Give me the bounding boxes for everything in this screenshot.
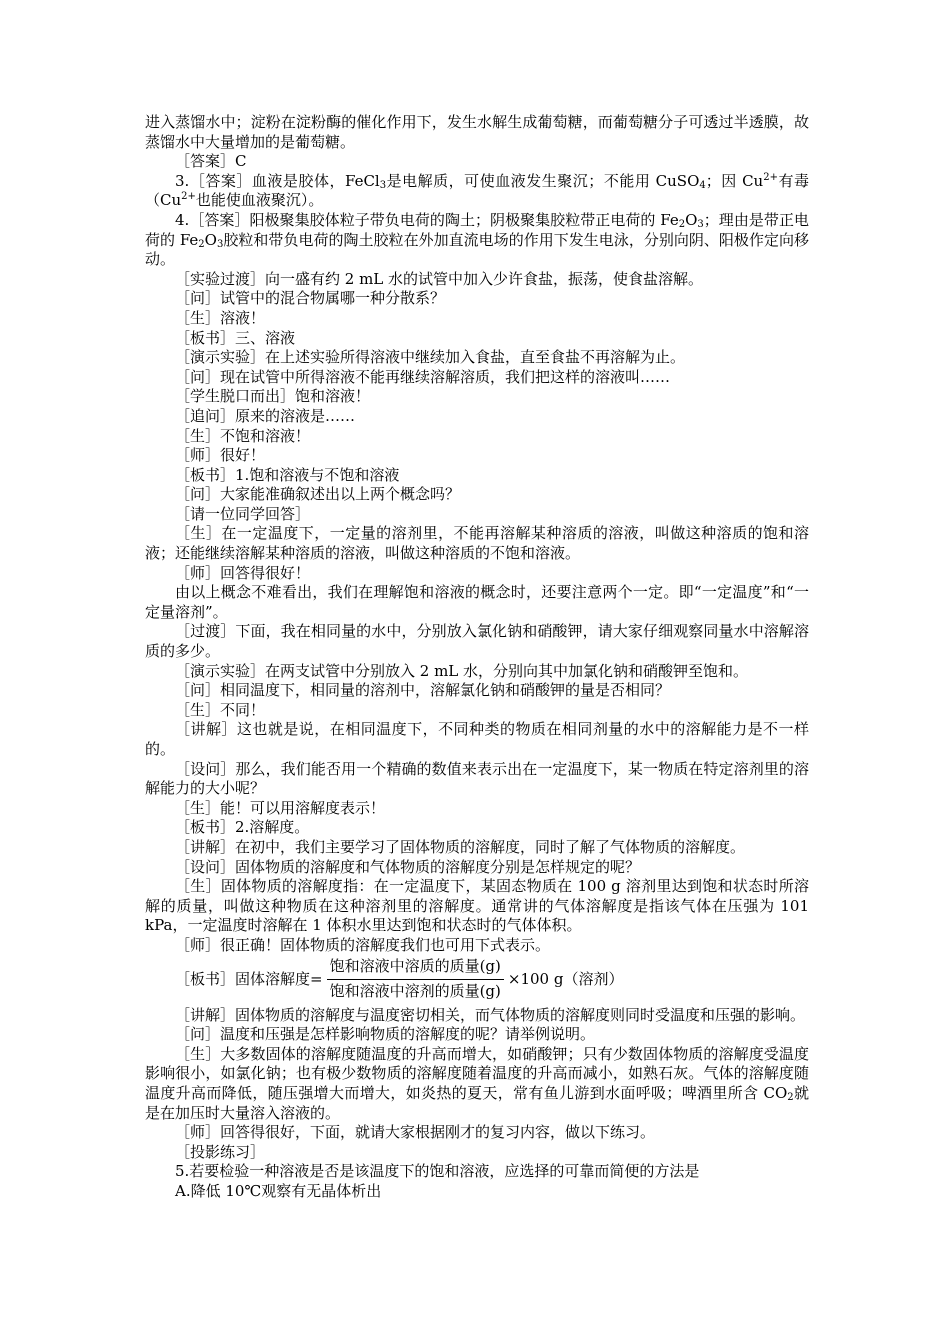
- answer-line: ［答案］C: [175, 152, 247, 171]
- paragraph: ［板书］1.饱和溶液与不饱和溶液: [175, 465, 400, 484]
- paragraph: ［生］在一定温度下，一定量的溶剂里，不能再溶解某种溶质的溶液，叫做这种溶质的饱和溶液；还能继续溶解某种溶质的溶液，叫做这种溶质的不饱和溶液。: [145, 524, 809, 563]
- paragraph: ［问］现在试管中所得溶液不能再继续溶解溶质，我们把这样的溶液叫……: [175, 367, 671, 386]
- paragraph: ［生］不同！: [175, 700, 266, 719]
- formula-denominator: 饱和溶液中溶剂的质量(g): [329, 982, 501, 1001]
- paragraph: ［问］相同温度下，相同量的溶剂中，溶解氯化钠和硝酸钾的量是否相同？: [175, 681, 671, 700]
- paragraph: ［师］回答得很好！: [175, 563, 311, 582]
- paragraph: ［生］大多数固体的溶解度随温度的升高而增大，如硝酸钾；只有少数固体物质的溶解度受温度影响很小，如氯化钠；也有极少数物质的溶解度随着温度的升高而减小，如熟石灰。气体的溶解度随温度升高而降低，随压强增大而增大，如炎热的夏天，常有鱼儿游到水面呼吸；啤酒里所含 $CO_2$就是在加压时大量溶入溶液的。: [145, 1044, 809, 1122]
- formula-fraction: [327, 957, 504, 1001]
- paragraph: ［讲解］这也就是说，在相同温度下，不同种类的物质在相同剂量的水中的溶解能力是不一样的。: [145, 720, 809, 758]
- exercise-question: 5.若要检验一种溶液是否是该温度下的饱和溶液，应选择的可靠而简便的方法是: [175, 1162, 700, 1181]
- paragraph: ［讲解］在初中，我们主要学习了固体物质的溶解度，同时了解了气体物质的溶解度。: [175, 837, 746, 856]
- paragraph: ［生］不饱和溶液！: [175, 426, 311, 445]
- paragraph: ［板书］三、溶液: [175, 328, 296, 347]
- paragraph: ［生］溶液！: [175, 308, 266, 327]
- formula-suffix: ×100 g（溶剂）: [507, 969, 624, 988]
- paragraph: ［师］很好！: [175, 446, 266, 465]
- paragraph: ［师］很正确！固体物质的溶解度我们也可用下式表示。: [175, 935, 551, 954]
- answer-4: 4.［答案］阳极聚集胶体粒子带负电荷的陶土；阴极聚集胶粒带正电荷的 $Fe_2O_3$；理由是带正电荷的 $Fe_2O_3$胶粒和带负电荷的陶土胶粒在外加直流电场的作用下发生电泳，分别向阴、阳极作定向移动。: [145, 210, 810, 269]
- answer-3: 3.［答案］血液是胶体，FeCl$_3$是电解质，可使血液发生聚沉；不能用 CuSO$_4$；因 $Cu^{2+}$有毒（$Cu^{2+}$也能使血液聚沉）。: [145, 171, 809, 210]
- paragraph: ［问］大家能准确叙述出以上两个概念吗？: [175, 485, 461, 504]
- exercise-option-a: A.降低 10℃观察有无晶体析出: [175, 1181, 382, 1200]
- paragraph: ［设问］那么，我们能否用一个精确的数值来表示出在一定温度下，某一物质在特定溶剂里的溶解能力的大小呢？: [145, 759, 809, 798]
- paragraph: ［师］回答得很好，下面，就请大家根据刚才的复习内容，做以下练习。: [175, 1123, 656, 1142]
- formula-numerator: 饱和溶液中溶质的质量(g): [327, 957, 504, 980]
- paragraph: ［问］温度和压强是怎样影响物质的溶解度的呢？请举例说明。: [175, 1025, 596, 1044]
- paragraph: ［学生脱口而出］饱和溶液！: [175, 387, 371, 406]
- paragraph: ［过渡］下面，我在相同量的水中，分别放入氯化钠和硝酸钾，请大家仔细观察同量水中溶解溶质的多少。: [145, 622, 809, 661]
- paragraph: ［生］能！可以用溶解度表示！: [175, 798, 386, 817]
- paragraph: ［投影练习］: [175, 1142, 266, 1161]
- paragraph: ［设问］固体物质的溶解度和气体物质的溶解度分别是怎样规定的呢？: [175, 857, 641, 876]
- paragraph: 由以上概念不难看出，我们在理解饱和溶液的概念时，还要注意两个一定。即“一定温度”和“一定量溶剂”。: [145, 583, 809, 621]
- solubility-formula: [175, 958, 809, 1002]
- formula-prefix: ［板书］固体溶解度=: [175, 969, 323, 988]
- paragraph: ［请一位同学回答］: [175, 504, 311, 523]
- paragraph: ［实验过渡］向一盛有约 2 mL 水的试管中加入少许食盐，振荡，使食盐溶解。: [175, 269, 704, 288]
- paragraph: ［问］试管中的混合物属哪一种分散系？: [175, 289, 446, 308]
- paragraph: ［追问］原来的溶液是……: [175, 406, 356, 425]
- paragraph: ［生］固体物质的溶解度指：在一定温度下，某固态物质在 100 g 溶剂里达到饱和状态时所溶解的质量，叫做这种物质在这种溶剂里的溶解度。通常讲的气体溶解度是指该气体在压强为 101 kPa，一定温度时溶解在 1 体积水里达到饱和状态时的气体体积。: [145, 877, 809, 935]
- document-page: [145, 113, 809, 1201]
- paragraph: ［演示实验］在上述实验所得溶液中继续加入食盐，直至食盐不再溶解为止。: [175, 348, 686, 367]
- paragraph: ［演示实验］在两支试管中分别放入 2 mL 水，分别向其中加氯化钠和硝酸钾至饱和。: [175, 661, 749, 680]
- paragraph: ［板书］2.溶解度。: [175, 818, 310, 837]
- paragraph: 进入蒸馏水中；淀粉在淀粉酶的催化作用下，发生水解生成葡萄糖，而葡萄糖分子可透过半透膜，故蒸馏水中大量增加的是葡萄糖。: [145, 113, 809, 151]
- paragraph: ［讲解］固体物质的溶解度与温度密切相关，而气体物质的溶解度则同时受温度和压强的影响。: [175, 1005, 806, 1024]
